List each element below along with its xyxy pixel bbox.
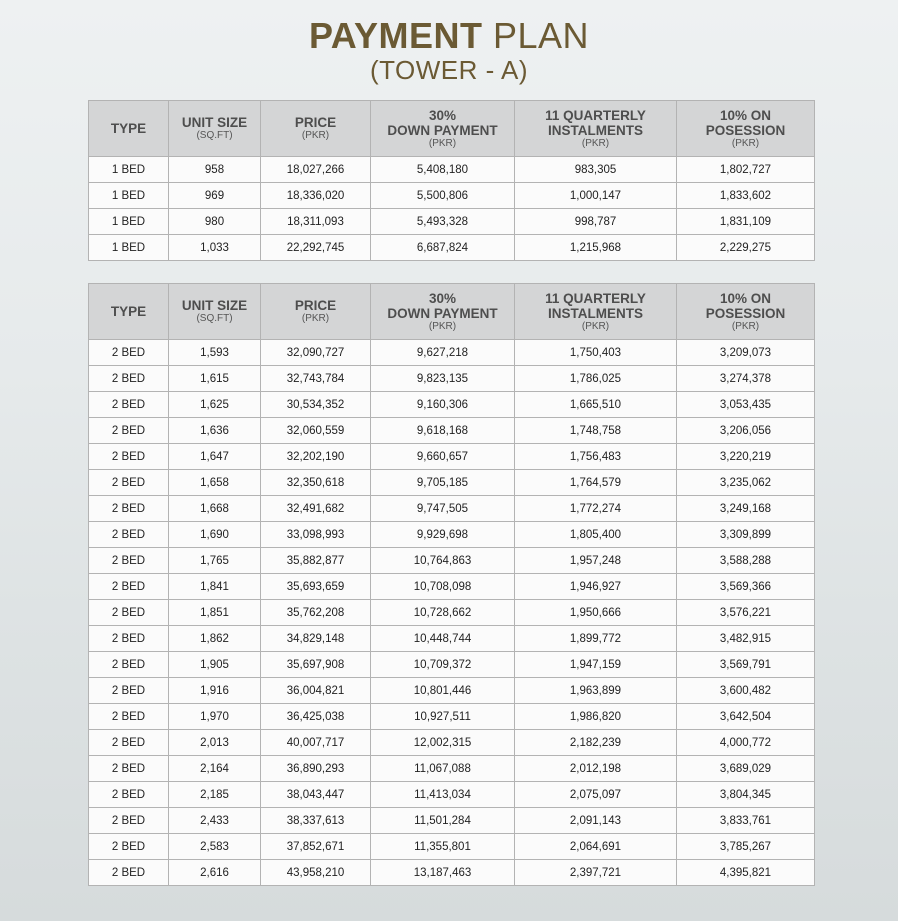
cell-quarterly-instalments: 1,963,899 bbox=[515, 678, 677, 704]
cell-unit-size: 969 bbox=[169, 183, 261, 209]
cell-quarterly-instalments: 1,665,510 bbox=[515, 392, 677, 418]
header-label: 10% ON bbox=[719, 290, 772, 306]
title-light: PLAN bbox=[493, 15, 590, 56]
cell-unit-size: 1,916 bbox=[169, 678, 261, 704]
title-block bbox=[0, 16, 898, 84]
cell-down-payment: 9,823,135 bbox=[371, 366, 515, 392]
cell-type: 2 BED bbox=[89, 860, 169, 886]
cell-type: 2 BED bbox=[89, 704, 169, 730]
cell-quarterly-instalments: 1,899,772 bbox=[515, 626, 677, 652]
table-row bbox=[89, 756, 815, 782]
header-row bbox=[89, 284, 815, 340]
cell-type: 1 BED bbox=[89, 209, 169, 235]
cell-type: 2 BED bbox=[89, 652, 169, 678]
cell-posession: 3,053,435 bbox=[677, 392, 815, 418]
cell-price: 18,336,020 bbox=[261, 183, 371, 209]
cell-unit-size: 980 bbox=[169, 209, 261, 235]
cell-type: 2 BED bbox=[89, 678, 169, 704]
header-label: UNIT SIZE bbox=[181, 115, 248, 130]
cell-type: 2 BED bbox=[89, 834, 169, 860]
cell-quarterly-instalments: 2,182,239 bbox=[515, 730, 677, 756]
header-quarterly-instalments bbox=[515, 101, 677, 157]
header-label: 11 QUARTERLY bbox=[545, 290, 646, 306]
header-label: DOWN PAYMENT bbox=[387, 305, 498, 321]
cell-type: 2 BED bbox=[89, 626, 169, 652]
cell-type: 2 BED bbox=[89, 522, 169, 548]
cell-down-payment: 6,687,824 bbox=[371, 235, 515, 261]
cell-price: 38,337,613 bbox=[261, 808, 371, 834]
cell-down-payment: 11,413,034 bbox=[371, 782, 515, 808]
cell-posession: 3,642,504 bbox=[677, 704, 815, 730]
cell-quarterly-instalments: 2,397,721 bbox=[515, 860, 677, 886]
header-row bbox=[89, 101, 815, 157]
cell-down-payment: 10,728,662 bbox=[371, 600, 515, 626]
header-down-payment bbox=[371, 284, 515, 340]
table-row bbox=[89, 522, 815, 548]
header-down-payment bbox=[371, 101, 515, 157]
cell-type: 2 BED bbox=[89, 600, 169, 626]
header-unit: (PKR) bbox=[301, 130, 330, 141]
cell-price: 36,425,038 bbox=[261, 704, 371, 730]
cell-price: 32,060,559 bbox=[261, 418, 371, 444]
cell-price: 35,693,659 bbox=[261, 574, 371, 600]
cell-type: 2 BED bbox=[89, 756, 169, 782]
cell-price: 35,697,908 bbox=[261, 652, 371, 678]
cell-posession: 3,833,761 bbox=[677, 808, 815, 834]
page-title bbox=[0, 16, 898, 56]
table-row bbox=[89, 730, 815, 756]
cell-type: 1 BED bbox=[89, 183, 169, 209]
cell-type: 2 BED bbox=[89, 574, 169, 600]
cell-quarterly-instalments: 1,215,968 bbox=[515, 235, 677, 261]
cell-type: 2 BED bbox=[89, 418, 169, 444]
cell-posession: 3,600,482 bbox=[677, 678, 815, 704]
header-unit-size bbox=[169, 284, 261, 340]
cell-unit-size: 1,658 bbox=[169, 470, 261, 496]
cell-posession: 3,588,288 bbox=[677, 548, 815, 574]
cell-quarterly-instalments: 1,764,579 bbox=[515, 470, 677, 496]
cell-unit-size: 2,433 bbox=[169, 808, 261, 834]
cell-price: 18,027,266 bbox=[261, 157, 371, 183]
cell-price: 32,090,727 bbox=[261, 340, 371, 366]
payment-table-1bed bbox=[88, 100, 815, 261]
header-posession bbox=[677, 101, 815, 157]
cell-posession: 3,274,378 bbox=[677, 366, 815, 392]
cell-posession: 2,229,275 bbox=[677, 235, 815, 261]
cell-down-payment: 13,187,463 bbox=[371, 860, 515, 886]
header-price bbox=[261, 101, 371, 157]
cell-down-payment: 10,801,446 bbox=[371, 678, 515, 704]
cell-price: 37,852,671 bbox=[261, 834, 371, 860]
cell-price: 34,829,148 bbox=[261, 626, 371, 652]
cell-price: 38,043,447 bbox=[261, 782, 371, 808]
cell-quarterly-instalments: 1,756,483 bbox=[515, 444, 677, 470]
cell-unit-size: 1,862 bbox=[169, 626, 261, 652]
table-row bbox=[89, 548, 815, 574]
cell-type: 2 BED bbox=[89, 548, 169, 574]
header-posession bbox=[677, 284, 815, 340]
cell-posession: 3,235,062 bbox=[677, 470, 815, 496]
cell-quarterly-instalments: 1,805,400 bbox=[515, 522, 677, 548]
cell-type: 2 BED bbox=[89, 496, 169, 522]
table-row bbox=[89, 366, 815, 392]
table-row bbox=[89, 782, 815, 808]
cell-quarterly-instalments: 2,064,691 bbox=[515, 834, 677, 860]
cell-type: 2 BED bbox=[89, 340, 169, 366]
cell-unit-size: 1,615 bbox=[169, 366, 261, 392]
table-row bbox=[89, 157, 815, 183]
cell-posession: 3,482,915 bbox=[677, 626, 815, 652]
table-row bbox=[89, 183, 815, 209]
header-unit-size bbox=[169, 101, 261, 157]
cell-price: 40,007,717 bbox=[261, 730, 371, 756]
cell-posession: 3,569,366 bbox=[677, 574, 815, 600]
header-label: 30% bbox=[428, 107, 457, 123]
payment-table-2bed bbox=[88, 283, 815, 886]
cell-price: 36,890,293 bbox=[261, 756, 371, 782]
cell-unit-size: 1,851 bbox=[169, 600, 261, 626]
cell-unit-size: 2,185 bbox=[169, 782, 261, 808]
cell-down-payment: 11,067,088 bbox=[371, 756, 515, 782]
cell-price: 32,350,618 bbox=[261, 470, 371, 496]
cell-type: 2 BED bbox=[89, 782, 169, 808]
table-row bbox=[89, 808, 815, 834]
table-row bbox=[89, 444, 815, 470]
cell-unit-size: 1,593 bbox=[169, 340, 261, 366]
cell-price: 18,311,093 bbox=[261, 209, 371, 235]
table-row bbox=[89, 418, 815, 444]
cell-type: 2 BED bbox=[89, 470, 169, 496]
table-row bbox=[89, 209, 815, 235]
cell-posession: 3,249,168 bbox=[677, 496, 815, 522]
table-body bbox=[89, 157, 815, 261]
table-header bbox=[89, 101, 815, 157]
cell-posession: 1,831,109 bbox=[677, 209, 815, 235]
table-row bbox=[89, 704, 815, 730]
table-body bbox=[89, 340, 815, 886]
cell-posession: 4,000,772 bbox=[677, 730, 815, 756]
cell-type: 2 BED bbox=[89, 366, 169, 392]
cell-down-payment: 11,355,801 bbox=[371, 834, 515, 860]
header-unit: (SQ.FT) bbox=[196, 130, 233, 141]
cell-quarterly-instalments: 1,950,666 bbox=[515, 600, 677, 626]
table-row bbox=[89, 235, 815, 261]
cell-price: 35,762,208 bbox=[261, 600, 371, 626]
cell-down-payment: 9,705,185 bbox=[371, 470, 515, 496]
table-row bbox=[89, 860, 815, 886]
cell-price: 33,098,993 bbox=[261, 522, 371, 548]
cell-price: 32,743,784 bbox=[261, 366, 371, 392]
cell-down-payment: 10,708,098 bbox=[371, 574, 515, 600]
cell-type: 2 BED bbox=[89, 808, 169, 834]
header-unit: (PKR) bbox=[731, 137, 760, 149]
cell-unit-size: 958 bbox=[169, 157, 261, 183]
cell-type: 1 BED bbox=[89, 235, 169, 261]
cell-quarterly-instalments: 2,075,097 bbox=[515, 782, 677, 808]
cell-quarterly-instalments: 1,947,159 bbox=[515, 652, 677, 678]
cell-price: 36,004,821 bbox=[261, 678, 371, 704]
header-label: TYPE bbox=[110, 121, 147, 136]
header-label: POSESSION bbox=[705, 305, 786, 321]
cell-quarterly-instalments: 998,787 bbox=[515, 209, 677, 235]
cell-down-payment: 9,160,306 bbox=[371, 392, 515, 418]
cell-unit-size: 1,647 bbox=[169, 444, 261, 470]
header-quarterly-instalments bbox=[515, 284, 677, 340]
cell-unit-size: 1,668 bbox=[169, 496, 261, 522]
cell-quarterly-instalments: 2,012,198 bbox=[515, 756, 677, 782]
header-label: 30% bbox=[428, 290, 457, 306]
header-price bbox=[261, 284, 371, 340]
cell-down-payment: 10,709,372 bbox=[371, 652, 515, 678]
cell-unit-size: 1,625 bbox=[169, 392, 261, 418]
cell-posession: 3,220,219 bbox=[677, 444, 815, 470]
header-label: PRICE bbox=[294, 298, 337, 313]
header-type bbox=[89, 101, 169, 157]
cell-quarterly-instalments: 1,786,025 bbox=[515, 366, 677, 392]
cell-unit-size: 1,905 bbox=[169, 652, 261, 678]
cell-unit-size: 1,033 bbox=[169, 235, 261, 261]
cell-unit-size: 1,970 bbox=[169, 704, 261, 730]
cell-down-payment: 11,501,284 bbox=[371, 808, 515, 834]
cell-quarterly-instalments: 1,946,927 bbox=[515, 574, 677, 600]
header-unit: (PKR) bbox=[581, 137, 610, 149]
header-label: INSTALMENTS bbox=[548, 122, 643, 138]
cell-down-payment: 12,002,315 bbox=[371, 730, 515, 756]
table-header bbox=[89, 284, 815, 340]
header-label: DOWN PAYMENT bbox=[387, 122, 498, 138]
cell-posession: 3,206,056 bbox=[677, 418, 815, 444]
cell-down-payment: 9,747,505 bbox=[371, 496, 515, 522]
header-label: INSTALMENTS bbox=[548, 305, 643, 321]
cell-down-payment: 9,660,657 bbox=[371, 444, 515, 470]
header-label: UNIT SIZE bbox=[181, 298, 248, 313]
table-row bbox=[89, 834, 815, 860]
cell-quarterly-instalments: 1,772,274 bbox=[515, 496, 677, 522]
cell-quarterly-instalments: 2,091,143 bbox=[515, 808, 677, 834]
cell-posession: 3,309,899 bbox=[677, 522, 815, 548]
cell-posession: 3,569,791 bbox=[677, 652, 815, 678]
cell-down-payment: 9,627,218 bbox=[371, 340, 515, 366]
header-label: POSESSION bbox=[705, 122, 786, 138]
cell-posession: 1,833,602 bbox=[677, 183, 815, 209]
header-unit: (PKR) bbox=[581, 320, 610, 332]
cell-unit-size: 2,164 bbox=[169, 756, 261, 782]
header-unit: (PKR) bbox=[428, 320, 457, 332]
cell-posession: 3,576,221 bbox=[677, 600, 815, 626]
header-type bbox=[89, 284, 169, 340]
cell-unit-size: 1,690 bbox=[169, 522, 261, 548]
cell-price: 35,882,877 bbox=[261, 548, 371, 574]
cell-posession: 4,395,821 bbox=[677, 860, 815, 886]
cell-quarterly-instalments: 1,000,147 bbox=[515, 183, 677, 209]
cell-unit-size: 2,583 bbox=[169, 834, 261, 860]
header-unit: (PKR) bbox=[428, 137, 457, 149]
cell-quarterly-instalments: 1,748,758 bbox=[515, 418, 677, 444]
cell-price: 22,292,745 bbox=[261, 235, 371, 261]
cell-posession: 1,802,727 bbox=[677, 157, 815, 183]
cell-unit-size: 1,765 bbox=[169, 548, 261, 574]
cell-unit-size: 2,616 bbox=[169, 860, 261, 886]
cell-down-payment: 5,408,180 bbox=[371, 157, 515, 183]
header-label: TYPE bbox=[110, 304, 147, 319]
cell-type: 2 BED bbox=[89, 444, 169, 470]
cell-price: 30,534,352 bbox=[261, 392, 371, 418]
cell-quarterly-instalments: 983,305 bbox=[515, 157, 677, 183]
cell-down-payment: 5,500,806 bbox=[371, 183, 515, 209]
table-row bbox=[89, 574, 815, 600]
cell-quarterly-instalments: 1,986,820 bbox=[515, 704, 677, 730]
table-row bbox=[89, 652, 815, 678]
table-row bbox=[89, 600, 815, 626]
table-row bbox=[89, 626, 815, 652]
header-unit: (SQ.FT) bbox=[196, 313, 233, 324]
cell-quarterly-instalments: 1,750,403 bbox=[515, 340, 677, 366]
table-row bbox=[89, 678, 815, 704]
cell-type: 1 BED bbox=[89, 157, 169, 183]
cell-posession: 3,804,345 bbox=[677, 782, 815, 808]
header-unit: (PKR) bbox=[301, 313, 330, 324]
table-row bbox=[89, 470, 815, 496]
cell-posession: 3,209,073 bbox=[677, 340, 815, 366]
cell-posession: 3,785,267 bbox=[677, 834, 815, 860]
cell-quarterly-instalments: 1,957,248 bbox=[515, 548, 677, 574]
cell-price: 43,958,210 bbox=[261, 860, 371, 886]
cell-unit-size: 1,636 bbox=[169, 418, 261, 444]
table-row bbox=[89, 496, 815, 522]
title-bold: PAYMENT bbox=[308, 15, 483, 56]
cell-down-payment: 10,448,744 bbox=[371, 626, 515, 652]
table-row bbox=[89, 392, 815, 418]
cell-down-payment: 5,493,328 bbox=[371, 209, 515, 235]
header-unit: (PKR) bbox=[731, 320, 760, 332]
page-subtitle: (TOWER - A) bbox=[369, 55, 529, 85]
header-label: 11 QUARTERLY bbox=[545, 107, 646, 123]
cell-type: 2 BED bbox=[89, 730, 169, 756]
header-label: 10% ON bbox=[719, 107, 772, 123]
cell-down-payment: 10,927,511 bbox=[371, 704, 515, 730]
cell-price: 32,202,190 bbox=[261, 444, 371, 470]
cell-posession: 3,689,029 bbox=[677, 756, 815, 782]
cell-down-payment: 9,618,168 bbox=[371, 418, 515, 444]
cell-unit-size: 1,841 bbox=[169, 574, 261, 600]
cell-down-payment: 9,929,698 bbox=[371, 522, 515, 548]
cell-down-payment: 10,764,863 bbox=[371, 548, 515, 574]
cell-price: 32,491,682 bbox=[261, 496, 371, 522]
header-label: PRICE bbox=[294, 115, 337, 130]
table-row bbox=[89, 340, 815, 366]
cell-type: 2 BED bbox=[89, 392, 169, 418]
cell-unit-size: 2,013 bbox=[169, 730, 261, 756]
